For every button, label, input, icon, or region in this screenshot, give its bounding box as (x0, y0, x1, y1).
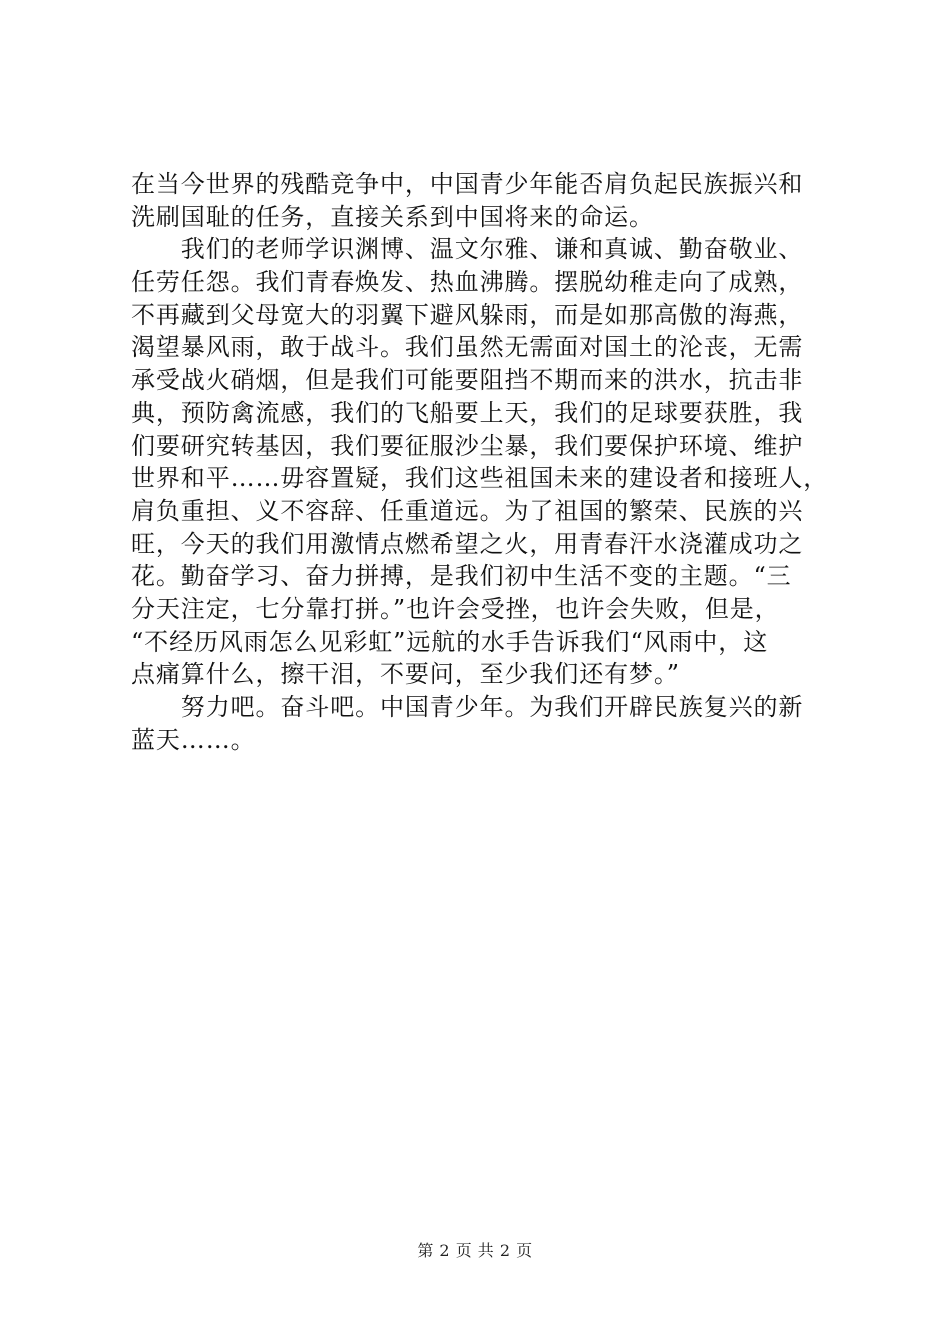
text-line: 蓝天……。 (131, 725, 256, 754)
page-number-footer: 第 2 页 共 2 页 (417, 1241, 533, 1260)
text-line: 洗刷国耻的任务，直接关系到中国将来的命运。 (131, 202, 654, 231)
body-text (131, 168, 851, 756)
text-line: 分天注定，七分靠打拼。”也许会受挫，也许会失败，但是， (131, 594, 780, 623)
text-line: 花。勤奋学习、奋力拼搏，是我们初中生活不变的主题。“三 (131, 562, 792, 591)
text-line: 们要研究转基因，我们要征服沙尘暴，我们要保护环境、维护 (131, 431, 804, 460)
text-line: 旺，今天的我们用激情点燃希望之火，用青春汗水浇灌成功之 (131, 529, 804, 558)
text-line: 肩负重担、义不容辞、任重道远。为了祖国的繁荣、民族的兴 (131, 496, 804, 525)
text-line: 努力吧。奋斗吧。中国青少年。为我们开辟民族复兴的新 (131, 693, 804, 721)
text-line: 典，预防禽流感，我们的飞船要上天，我们的足球要获胜，我 (131, 398, 804, 427)
text-line: “不经历风雨怎么见彩虹”远航的水手告诉我们“风雨中，这 (131, 627, 769, 656)
text-line: 承受战火硝烟，但是我们可能要阻挡不期而来的洪水，抗击非 (131, 366, 804, 395)
text-line: 任劳任怨。我们青春焕发、热血沸腾。摆脱幼稚走向了成熟， (131, 268, 804, 297)
text-line: 在当今世界的残酷竞争中，中国青少年能否肩负起民族振兴和 (131, 170, 804, 198)
text-line: 世界和平……毋容置疑，我们这些祖国未来的建设者和接班人， (131, 464, 829, 493)
text-line: 渴望暴风雨，敢于战斗。我们虽然无需面对国土的沦丧，无需 (131, 333, 804, 362)
text-line: 不再藏到父母宽大的羽翼下避风躲雨，而是如那高傲的海燕， (131, 300, 804, 329)
text-line: 我们的老师学识渊博、温文尔雅、谦和真诚、勤奋敬业、 (131, 235, 804, 264)
text-line: 点痛算什么，擦干泪，不要问，至少我们还有梦。” (131, 660, 680, 689)
